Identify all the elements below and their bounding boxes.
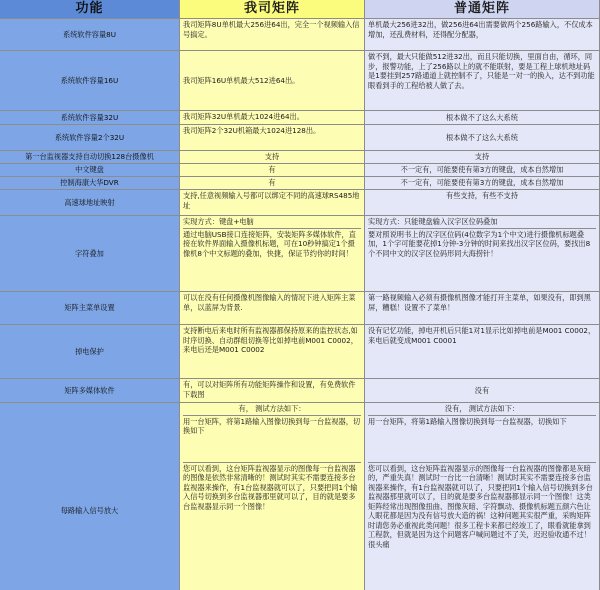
feature-label: 系统软件容量32U: [0, 111, 180, 125]
ours-cell: 我司矩阵2个32U机箱最大1024进128出。: [180, 125, 365, 151]
theirs-method: 实现方式：只能键盘输入汉字区位码叠加: [368, 217, 596, 229]
header-ours: 我司矩阵: [180, 0, 365, 19]
theirs-cell: 根本做不了这么大系统: [365, 111, 600, 125]
theirs-cell: [365, 403, 600, 590]
theirs-cell: [365, 216, 600, 292]
theirs-cell: 根本做不了这么大系统: [365, 125, 600, 151]
ours-cell: 有: [180, 177, 365, 190]
ours-cell: 支持,任意视频输入号都可以绑定不同的高速球RS485地址: [180, 190, 365, 216]
theirs-cell: 不一定有，可能要使有第3方的键盘，成本自然增加: [365, 177, 600, 190]
ours-cell: 有: [180, 164, 365, 177]
ours-detail: 通过电脑USB接口连接矩阵，安装矩阵多媒体软件，直接在软件界面输入摄像机标题，可在10秒钟搞定1个摄像机8个中文标题的叠加，快捷，保证节约你的时间！: [183, 229, 356, 258]
ours-test-setup: 用一台矩阵，将第1路输入图像切换到每一台监视器，切换如下: [183, 417, 361, 463]
ours-cell: 支持: [180, 151, 365, 164]
theirs-cell: 第一路视频输入必须有摄像机图像才能打开主菜单，如果没有，即到黑屏，糟糕！设置不了菜单！: [365, 292, 600, 325]
feature-label: 系统软件容量2个32U: [0, 125, 180, 151]
theirs-cell: 单机最大256进32出，做256进64出需要做两个256路输入，不仅成本增加，还乱费材料，还得配分配器，: [365, 19, 600, 51]
theirs-test-result: 您可以看到，这台矩阵监视器显示的图像每一台监视器的图像都是灰暗的，严重失真！测试时一台比一台清晰！测试时其实不需要连接多台监视器来操作，有1台监视器就可以了，只要把同1个输入信号切换到多台监视器那里就可以了，目的就是要多台监视器都显示同一个图像！这类矩阵经常出现图像扭曲、图像灰暗、字符飘动、摄像机标题五颜六色让人眼花都是因为没有信号放大造的祸！这种问题其实很严重，采购矩阵时请您务必重视此类问题！很多工程卡来都已经竣工了，眼看就能拿到工程款，但就是因为这个问题客户喊问题过不了关，迟迟验收通不过！很头痛: [368, 463, 593, 549]
ours-test-result: 您可以看到，这台矩阵监视器显示的图像每一台监视器的图像是依然非常清晰的！测试时其实不需要连接多台监视器来操作，有1台监视器就可以了，只要把同1个输入信号切换到多台监视器那里就可以了，目的就是要多台监视器显示同一个图像！: [183, 463, 358, 511]
feature-label: 矩阵主菜单设置: [0, 292, 180, 325]
feature-label: 系统软件容量8U: [0, 19, 180, 51]
ours-cell: 我司矩阵16U单机最大512进64出。: [180, 51, 365, 111]
theirs-cell: 不一定有，可能要使有第3方的键盘，成本自然增加: [365, 164, 600, 177]
feature-label: 矩阵多媒体软件: [0, 379, 180, 403]
theirs-cell: 没有: [365, 379, 600, 403]
theirs-cell: 没有记忆功能，掉电开机后只能1对1显示比如掉电前是M001 C0002，来电后就变成M001 C0001: [365, 325, 600, 379]
theirs-test-method: 没有， 测试方法如下：: [368, 404, 596, 416]
feature-label: 系统软件容量16U: [0, 51, 180, 111]
theirs-cell: 支持: [365, 151, 600, 164]
feature-label: 高速球地址映射: [0, 190, 180, 216]
theirs-cell: 做不到，最大只能做512进32出，而且只能切换，里面自由，循环，同步，报警功能，上了256路以上的就不能联射，要是工程上球机地址码是1要挂到257路通道上就控制不了，只能是一对一的换入，达不到功能眼看到手的工程给被人做了去。: [365, 51, 600, 111]
ours-method: 实现方式：键盘+电脑: [183, 217, 361, 229]
theirs-detail: 要对照说明书上的汉字区位码(4位数字为1个中文)进行摄像机标题叠加，1个字可能要花掉1分钟-3分钟的时间来找出汉字区位码，要找出8个不同中文的汉字区位码形同大海捞针！: [368, 229, 591, 258]
feature-label: 字符叠加: [0, 216, 180, 292]
ours-cell: [180, 216, 365, 292]
feature-label: 控制海康大华DVR: [0, 177, 180, 190]
ours-cell: 我司矩阵8U单机最大256进64出，完全一个视频输入信号搞定。: [180, 19, 365, 51]
ours-test-method: 有， 测试方法如下：: [183, 404, 361, 416]
ours-cell: 支持断电后来电时所有监视器都保持原来的监控状态,如时序切换、自动群组切换等比如掉电前M001 C0002，来电后还是M001 C0002: [180, 325, 365, 379]
feature-label: 每路输入信号放大: [0, 403, 180, 590]
feature-label: 中文键盘: [0, 164, 180, 177]
theirs-test-setup: 用一台矩阵，将第1路输入图像切换到每一台监视器，切换如下: [368, 417, 596, 463]
theirs-cell: 有些支持，有些不支持: [365, 190, 600, 216]
feature-label: 掉电保护: [0, 325, 180, 379]
ours-cell: 可以在没有任何摄像机图像输入的情况下进入矩阵主菜单，以蓝屏为背景.: [180, 292, 365, 325]
feature-label: 第一台监视器支持自动切换128台摄像机: [0, 151, 180, 164]
header-feature: 功能: [0, 0, 180, 19]
ours-cell: [180, 403, 365, 590]
header-theirs: 普通矩阵: [365, 0, 600, 19]
ours-cell: 我司矩阵32U单机最大1024进64出。: [180, 111, 365, 125]
ours-cell: 有，可以对矩阵所有功能矩阵操作和设置，有免费软件下载图: [180, 379, 365, 403]
